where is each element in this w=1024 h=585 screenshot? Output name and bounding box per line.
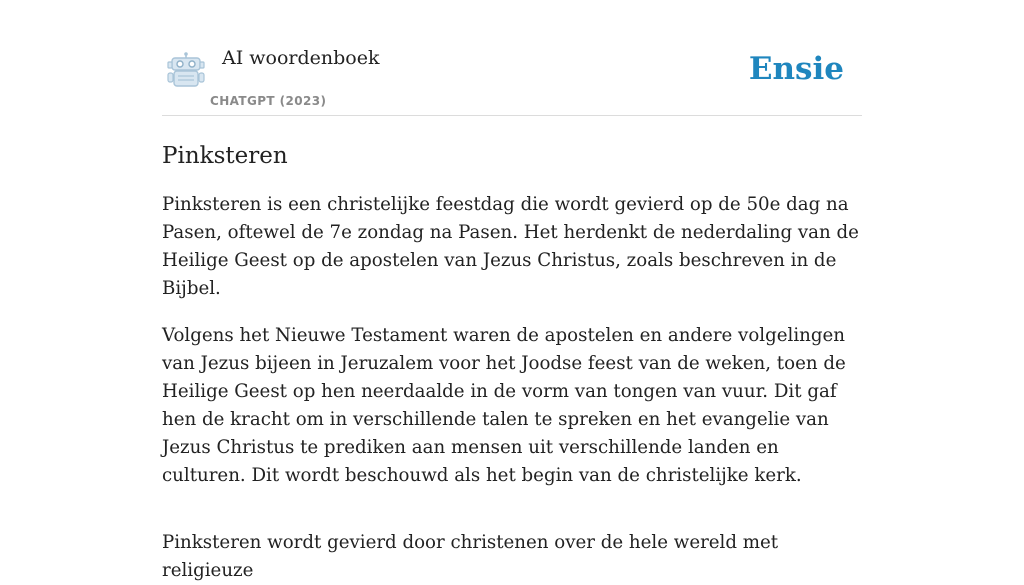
page (162, 0, 862, 581)
page-title: Pinksteren (162, 143, 288, 169)
definition-paragraph: Volgens het Nieuwe Testament waren de apostelen en andere volgelingen van Jezus bijeen in Jeruzalem voor het Joodse feest van de weken, toen de Heilige Geest op hen neerdaalde in de vorm van tongen van vuur. Dit gaf hen de kracht om in verschillende talen te spreken en het evangelie van Jezus Christus te prediken aan mensen uit verschillende landen en culturen. Dit wordt beschouwd als het begin van de christelijke kerk. (162, 325, 846, 486)
definition-paragraph: Pinksteren wordt gevierd door christenen over de hele wereld met religieuze (162, 532, 779, 581)
brand-logo[interactable]: Ensie (748, 51, 844, 87)
dictionary-source: CHATGPT (2023) (210, 94, 327, 108)
definition-paragraph: Pinksteren is een christelijke feestdag die wordt gevierd op de 50e dag na Pasen, oftewel de 7e zondag na Pasen. Het herdenkt de nederdaling van de Heilige Geest op de apostelen van Jezus Christus, zoals beschreven in de Bijbel. (162, 194, 859, 299)
header (162, 0, 862, 116)
dictionary-title[interactable]: AI woordenboek (222, 47, 380, 69)
robot-icon (165, 52, 207, 88)
